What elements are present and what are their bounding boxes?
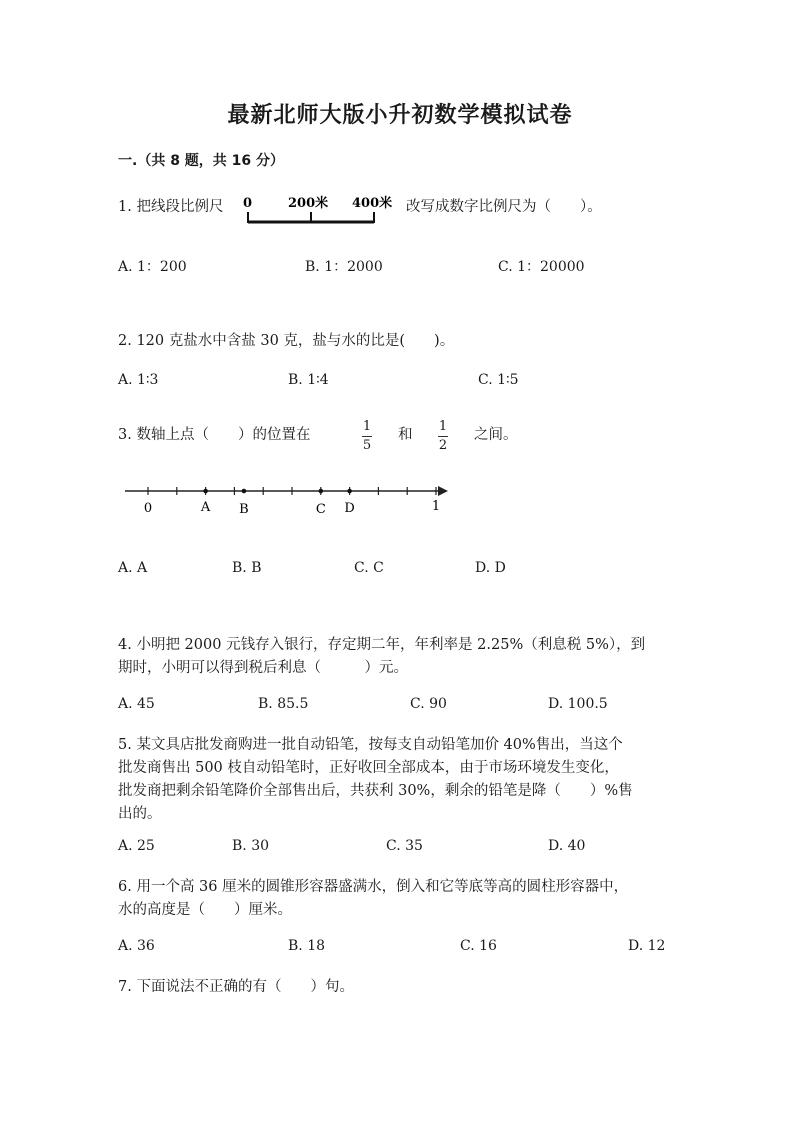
- q6-option-a[interactable]: A. 36: [118, 938, 155, 954]
- question-7-stem: 7. 下面说法不正确的有（ ）句。: [118, 979, 354, 995]
- q3-option-a[interactable]: A. A: [118, 560, 148, 576]
- q4-option-d[interactable]: D. 100.5: [548, 696, 608, 712]
- q5-option-d[interactable]: D. 40: [548, 838, 586, 854]
- q3-option-d[interactable]: D. D: [475, 560, 506, 576]
- q6-option-b[interactable]: B. 18: [288, 938, 326, 954]
- scale-label-400: 400米: [352, 196, 393, 211]
- q3-option-b[interactable]: B. B: [232, 560, 262, 576]
- axis-label-d: D: [344, 501, 355, 516]
- q5-option-b[interactable]: B. 30: [232, 838, 270, 854]
- question-6-line-2: 水的高度是（ ）厘米。: [118, 902, 292, 918]
- q5-option-c[interactable]: C. 35: [386, 838, 423, 854]
- point-a-dot: [203, 489, 208, 494]
- q4-option-c[interactable]: C. 90: [410, 696, 447, 712]
- q5-option-a[interactable]: A. 25: [118, 838, 155, 854]
- question-2-stem: 2. 120 克盐水中含盐 30 克，盐与水的比是( )。: [118, 333, 455, 349]
- question-6-stem: [118, 876, 698, 922]
- axis-label-1: 1: [431, 499, 441, 514]
- fraction-1-denominator: 5: [362, 438, 372, 453]
- fraction-1-numerator: 1: [362, 419, 372, 434]
- question-4-line-1: 4. 小明把 2000 元钱存入银行，存定期二年，年利率是 2.25%（利息税 5%），到: [118, 637, 646, 653]
- q2-option-c[interactable]: C. 1∶5: [478, 372, 519, 388]
- q4-option-b[interactable]: B. 85.5: [258, 696, 309, 712]
- q2-option-a[interactable]: A. 1∶3: [118, 372, 159, 388]
- question-5-line-3: 批发商把剩余铅笔降价全部售出后，共获利 30%，剩余的铅笔是降（ ）%售: [118, 783, 633, 799]
- q1-option-a[interactable]: A. 1：200: [118, 259, 187, 275]
- question-5-stem: [118, 734, 698, 826]
- q3-option-c[interactable]: C. C: [354, 560, 384, 576]
- q1-option-c[interactable]: C. 1：20000: [498, 259, 585, 275]
- question-3-text-a: 3. 数轴上点（ ）的位置在: [118, 427, 311, 443]
- question-6-line-1: 6. 用一个高 36 厘米的圆锥形容器盛满水，倒入和它等底等高的圆柱形容器中，: [118, 879, 629, 895]
- q1-option-b[interactable]: B. 1：2000: [305, 259, 383, 275]
- q6-option-c[interactable]: C. 16: [460, 938, 497, 954]
- scale-label-200: 200米: [288, 196, 329, 211]
- question-5-line-4: 出的。: [118, 806, 162, 822]
- question-5-line-1: 5. 某文具店批发商购进一批自动铅笔，按每支自动铅笔加价 40%售出，当这个: [118, 737, 623, 753]
- page-title: 最新北师大版小升初数学模拟试卷: [227, 103, 573, 128]
- fraction-2-numerator: 1: [438, 419, 448, 434]
- point-b-dot: [242, 489, 247, 494]
- number-line-figure: [120, 478, 460, 520]
- q2-option-b[interactable]: B. 1∶4: [288, 372, 329, 388]
- scale-label-0: 0: [243, 196, 253, 211]
- axis-label-a: A: [200, 500, 211, 515]
- question-1-text-b: 改写成数字比例尺为（ ）。: [406, 199, 602, 215]
- fraction-one-half: [438, 420, 448, 453]
- question-4-line-2: 期时，小明可以得到税后利息（ ）元。: [118, 660, 408, 676]
- fraction-one-fifth: [362, 420, 372, 453]
- axis-label-b: B: [239, 502, 249, 517]
- axis-label-c: C: [315, 502, 326, 517]
- scale-bar-figure: [240, 192, 400, 228]
- question-5-line-2: 批发商售出 500 枝自动铅笔时，正好收回全部成本，由于市场环境发生变化，: [118, 760, 619, 776]
- number-line-arrow: [438, 486, 448, 496]
- question-3-text-b: 之间。: [474, 427, 518, 443]
- q4-option-a[interactable]: A. 45: [118, 696, 155, 712]
- question-3-and: 和: [398, 427, 413, 443]
- fraction-2-denominator: 2: [438, 438, 448, 453]
- point-d-dot: [347, 489, 352, 494]
- question-1-text-a: 1. 把线段比例尺: [118, 199, 224, 215]
- q6-option-d[interactable]: D. 12: [628, 938, 666, 954]
- section-heading: 一.（共 8 题，共 16 分）: [118, 153, 285, 169]
- point-c-dot: [319, 489, 324, 494]
- question-4-stem: [118, 634, 698, 680]
- axis-label-0: 0: [143, 501, 153, 516]
